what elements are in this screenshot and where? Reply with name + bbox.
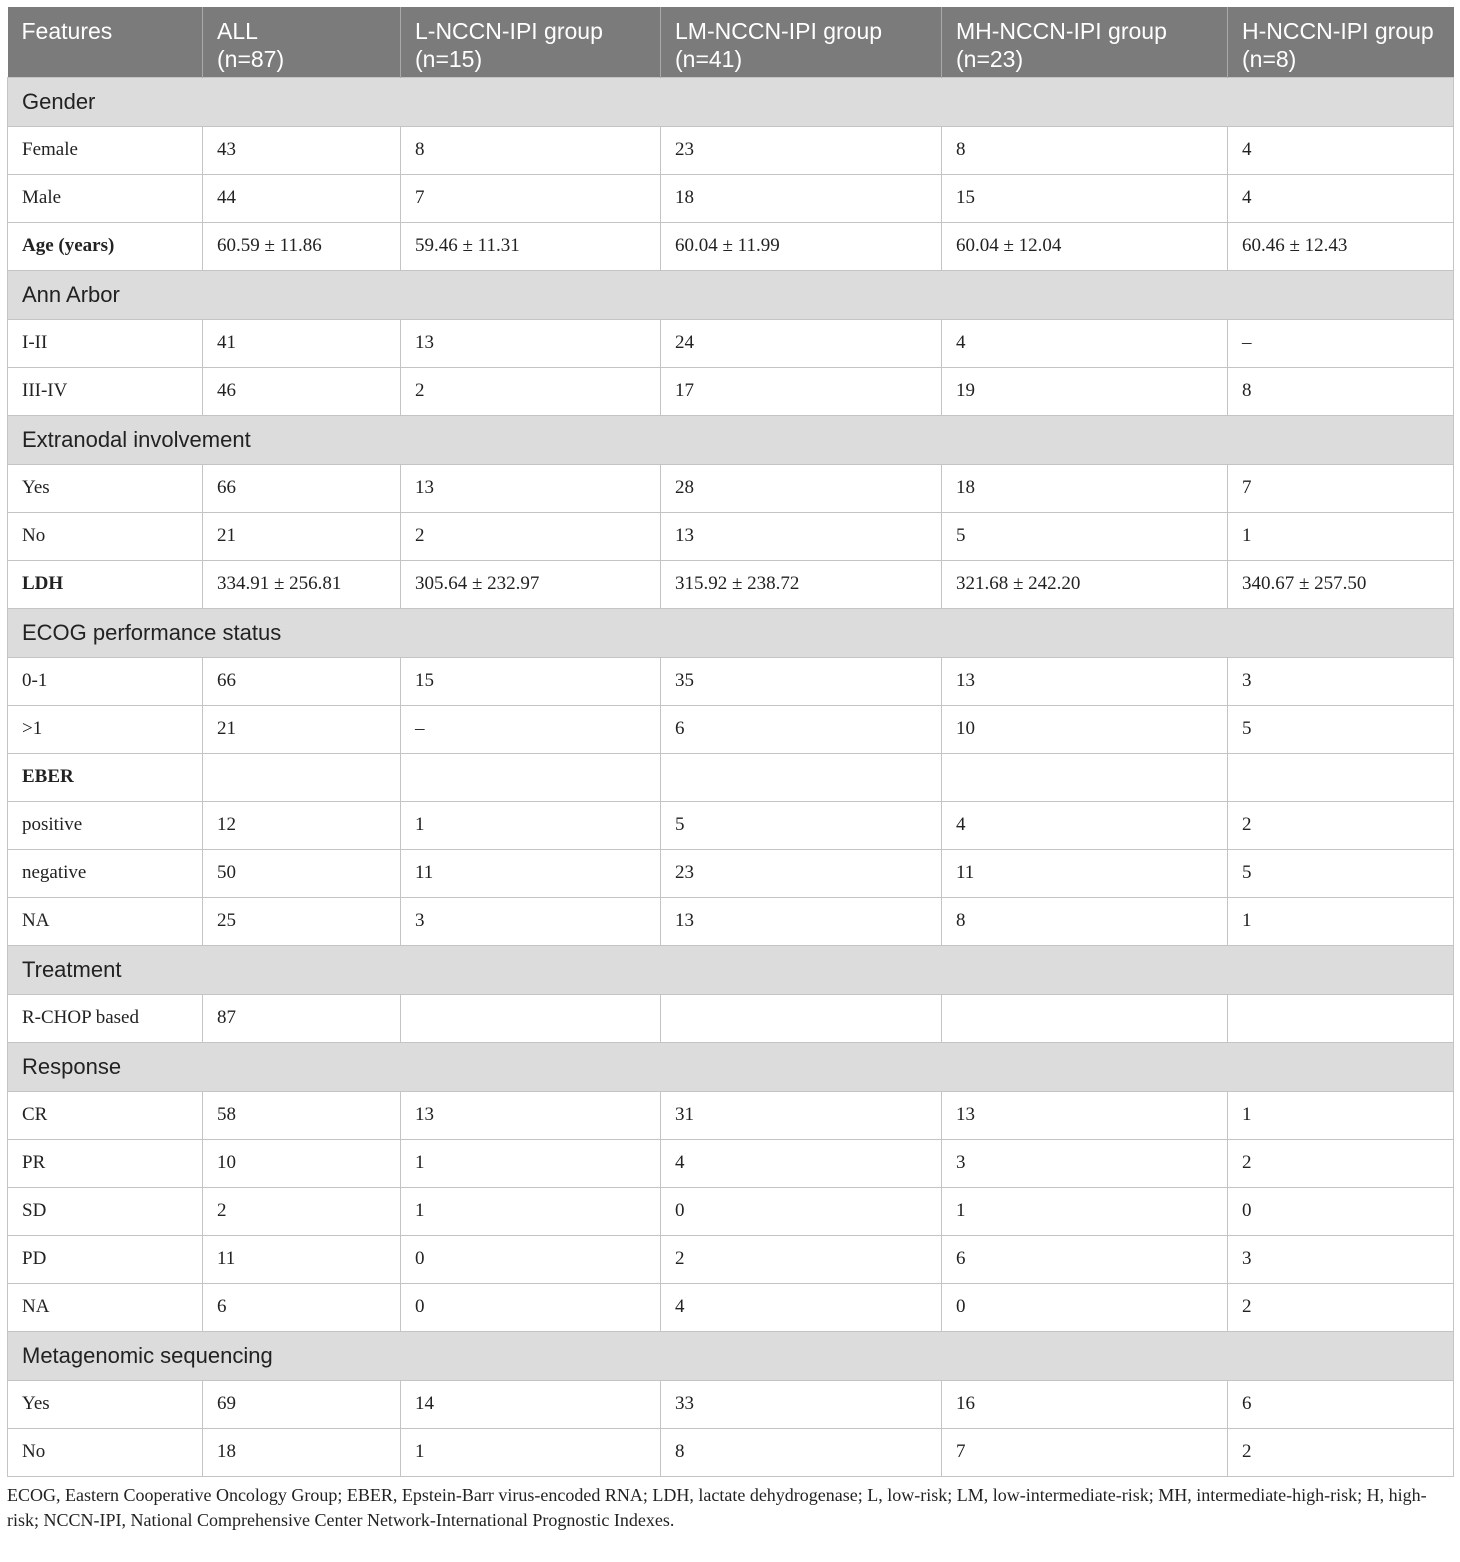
table-cell: 2 <box>1228 1139 1454 1187</box>
table-cell: 18 <box>661 174 942 222</box>
section-label: Response <box>8 1042 1454 1091</box>
header-cell <box>401 7 661 77</box>
row-label: CR <box>8 1091 203 1139</box>
section-label: Gender <box>8 77 1454 126</box>
table-cell: 8 <box>942 126 1228 174</box>
table-cell: 19 <box>942 367 1228 415</box>
table-cell: 60.59 ± 11.86 <box>203 222 401 270</box>
table-cell: 50 <box>203 849 401 897</box>
table-cell: 21 <box>203 512 401 560</box>
table-cell: 24 <box>661 319 942 367</box>
table-cell: 4 <box>661 1283 942 1331</box>
table-row <box>8 512 1454 560</box>
table-cell <box>942 994 1228 1042</box>
header-row <box>8 7 1454 77</box>
row-label: Male <box>8 174 203 222</box>
row-label: 0-1 <box>8 657 203 705</box>
section-row <box>8 1331 1454 1380</box>
header-cell <box>1228 7 1454 77</box>
table-cell: 15 <box>401 657 661 705</box>
table-cell: 3 <box>1228 657 1454 705</box>
table-row <box>8 464 1454 512</box>
table-cell: 33 <box>661 1380 942 1428</box>
header-label: H-NCCN-IPI group <box>1242 18 1434 44</box>
table-row <box>8 174 1454 222</box>
table-cell: 11 <box>401 849 661 897</box>
table-cell: 2 <box>1228 1428 1454 1476</box>
table-cell: 2 <box>203 1187 401 1235</box>
table-cell: 0 <box>942 1283 1228 1331</box>
table-cell: 6 <box>661 705 942 753</box>
section-row <box>8 1042 1454 1091</box>
header-count: (n=8) <box>1242 46 1297 72</box>
table-cell: 5 <box>661 801 942 849</box>
table-cell: 5 <box>1228 849 1454 897</box>
row-label: No <box>8 1428 203 1476</box>
section-row <box>8 415 1454 464</box>
table-cell: 8 <box>661 1428 942 1476</box>
table-cell: – <box>1228 319 1454 367</box>
table-cell: 13 <box>942 1091 1228 1139</box>
table-row <box>8 1380 1454 1428</box>
table-cell: 28 <box>661 464 942 512</box>
table-cell <box>661 753 942 801</box>
table-cell: 6 <box>1228 1380 1454 1428</box>
table-cell: 340.67 ± 257.50 <box>1228 560 1454 608</box>
row-label: III-IV <box>8 367 203 415</box>
header-count: (n=87) <box>217 46 285 72</box>
table-cell: 18 <box>942 464 1228 512</box>
table-row <box>8 367 1454 415</box>
table-row <box>8 1283 1454 1331</box>
table-cell: 0 <box>661 1187 942 1235</box>
header-cell <box>8 7 203 77</box>
section-label: ECOG performance status <box>8 608 1454 657</box>
table-row <box>8 1235 1454 1283</box>
table-cell <box>1228 753 1454 801</box>
table-row <box>8 897 1454 945</box>
table-cell: 31 <box>661 1091 942 1139</box>
table-cell: 1 <box>1228 897 1454 945</box>
header-label: LM-NCCN-IPI group <box>675 18 883 44</box>
table-cell: 13 <box>942 657 1228 705</box>
table-cell: 2 <box>1228 801 1454 849</box>
section-label: Metagenomic sequencing <box>8 1331 1454 1380</box>
section-label: Treatment <box>8 945 1454 994</box>
table-cell: 25 <box>203 897 401 945</box>
table-cell: 8 <box>401 126 661 174</box>
table-cell: 3 <box>1228 1235 1454 1283</box>
table-cell <box>401 994 661 1042</box>
table-cell: 6 <box>203 1283 401 1331</box>
table-cell: 7 <box>1228 464 1454 512</box>
table-cell: 23 <box>661 849 942 897</box>
table-cell: 66 <box>203 464 401 512</box>
table-cell: 1 <box>401 1139 661 1187</box>
table-cell: 21 <box>203 705 401 753</box>
row-label: I-II <box>8 319 203 367</box>
table-cell: 12 <box>203 801 401 849</box>
row-label: Yes <box>8 1380 203 1428</box>
table-cell: 10 <box>203 1139 401 1187</box>
header-label: L-NCCN-IPI group <box>415 18 603 44</box>
table-cell: 41 <box>203 319 401 367</box>
table-cell: 0 <box>1228 1187 1454 1235</box>
table-cell: 13 <box>401 319 661 367</box>
table-cell <box>942 753 1228 801</box>
table-cell: 59.46 ± 11.31 <box>401 222 661 270</box>
table-row <box>8 1139 1454 1187</box>
table-cell: 35 <box>661 657 942 705</box>
table-cell: 1 <box>401 1428 661 1476</box>
section-label: Ann Arbor <box>8 270 1454 319</box>
table-cell: 87 <box>203 994 401 1042</box>
header-label: ALL <box>217 18 258 44</box>
row-label: >1 <box>8 705 203 753</box>
table-row <box>8 560 1454 608</box>
table-cell <box>203 753 401 801</box>
table-cell: 321.68 ± 242.20 <box>942 560 1228 608</box>
table-body <box>8 77 1454 1476</box>
table-cell: 6 <box>942 1235 1228 1283</box>
table-cell: 46 <box>203 367 401 415</box>
table-cell: 5 <box>942 512 1228 560</box>
table-cell: 1 <box>1228 512 1454 560</box>
header-cell <box>661 7 942 77</box>
table-cell: 60.04 ± 11.99 <box>661 222 942 270</box>
row-label: NA <box>8 1283 203 1331</box>
table-cell: 8 <box>942 897 1228 945</box>
row-label: negative <box>8 849 203 897</box>
table-cell: 4 <box>661 1139 942 1187</box>
table-cell: 2 <box>1228 1283 1454 1331</box>
row-label: Age (years) <box>8 222 203 270</box>
row-label: No <box>8 512 203 560</box>
table-container <box>7 7 1453 1533</box>
table-cell: 2 <box>661 1235 942 1283</box>
table-cell: 0 <box>401 1283 661 1331</box>
table-cell <box>661 994 942 1042</box>
table-cell: 66 <box>203 657 401 705</box>
table-cell: 1 <box>1228 1091 1454 1139</box>
row-label: R-CHOP based <box>8 994 203 1042</box>
table-cell: 334.91 ± 256.81 <box>203 560 401 608</box>
row-label: LDH <box>8 560 203 608</box>
table-cell: 13 <box>661 897 942 945</box>
table-cell: 60.46 ± 12.43 <box>1228 222 1454 270</box>
header-label: MH-NCCN-IPI group <box>956 18 1167 44</box>
table-row <box>8 994 1454 1042</box>
table-row <box>8 319 1454 367</box>
table-cell: 7 <box>942 1428 1228 1476</box>
table-cell: 18 <box>203 1428 401 1476</box>
row-label: SD <box>8 1187 203 1235</box>
table-cell <box>401 753 661 801</box>
table-cell: 58 <box>203 1091 401 1139</box>
row-label: PR <box>8 1139 203 1187</box>
row-label: PD <box>8 1235 203 1283</box>
header-label: Features <box>21 18 113 44</box>
table-cell <box>1228 994 1454 1042</box>
section-row <box>8 608 1454 657</box>
header-cell <box>203 7 401 77</box>
table-cell: – <box>401 705 661 753</box>
table-cell: 60.04 ± 12.04 <box>942 222 1228 270</box>
table-cell: 4 <box>1228 174 1454 222</box>
table-cell: 4 <box>942 319 1228 367</box>
table-row <box>8 801 1454 849</box>
header-count: (n=41) <box>675 46 743 72</box>
table-cell: 8 <box>1228 367 1454 415</box>
table-cell: 16 <box>942 1380 1228 1428</box>
table-row <box>8 705 1454 753</box>
table-row <box>8 1187 1454 1235</box>
table-cell: 11 <box>203 1235 401 1283</box>
table-cell: 1 <box>401 801 661 849</box>
table-cell: 13 <box>661 512 942 560</box>
section-row <box>8 77 1454 126</box>
table-cell: 69 <box>203 1380 401 1428</box>
table-cell: 15 <box>942 174 1228 222</box>
table-cell: 305.64 ± 232.97 <box>401 560 661 608</box>
table-cell: 4 <box>1228 126 1454 174</box>
header-count: (n=23) <box>956 46 1024 72</box>
table-cell: 315.92 ± 238.72 <box>661 560 942 608</box>
table-cell: 17 <box>661 367 942 415</box>
table-row <box>8 753 1454 801</box>
table-cell: 3 <box>942 1139 1228 1187</box>
table-cell: 7 <box>401 174 661 222</box>
header-cell <box>942 7 1228 77</box>
table-row <box>8 126 1454 174</box>
table-cell: 13 <box>401 464 661 512</box>
section-label: Extranodal involvement <box>8 415 1454 464</box>
table-cell: 44 <box>203 174 401 222</box>
row-label: Female <box>8 126 203 174</box>
table-cell: 1 <box>942 1187 1228 1235</box>
table-cell: 2 <box>401 512 661 560</box>
table-row <box>8 657 1454 705</box>
table-cell: 14 <box>401 1380 661 1428</box>
row-label: Yes <box>8 464 203 512</box>
table-cell: 23 <box>661 126 942 174</box>
table-cell: 11 <box>942 849 1228 897</box>
table-footnote: ECOG, Eastern Cooperative Oncology Group; EBER, Epstein-Barr virus-encoded RNA; LDH, lactate dehydrogenase; L, low-risk; LM, low-intermediate-risk; MH, intermediate-high-risk; H, high-risk; NCCN-IPI, National Comprehensive Center Network-International Prognostic Indexes. <box>7 1484 1427 1530</box>
row-label: positive <box>8 801 203 849</box>
table-cell: 13 <box>401 1091 661 1139</box>
table-row <box>8 1091 1454 1139</box>
row-label: NA <box>8 897 203 945</box>
table-cell: 3 <box>401 897 661 945</box>
patient-characteristics-table <box>7 7 1454 1477</box>
table-cell: 2 <box>401 367 661 415</box>
table-cell: 1 <box>401 1187 661 1235</box>
table-row <box>8 849 1454 897</box>
table-cell: 10 <box>942 705 1228 753</box>
section-row <box>8 270 1454 319</box>
table-cell: 5 <box>1228 705 1454 753</box>
table-row <box>8 222 1454 270</box>
table-row <box>8 1428 1454 1476</box>
table-cell: 0 <box>401 1235 661 1283</box>
table-cell: 43 <box>203 126 401 174</box>
table-header <box>8 7 1454 77</box>
table-cell: 4 <box>942 801 1228 849</box>
header-count: (n=15) <box>415 46 483 72</box>
row-label: EBER <box>8 753 203 801</box>
section-row <box>8 945 1454 994</box>
